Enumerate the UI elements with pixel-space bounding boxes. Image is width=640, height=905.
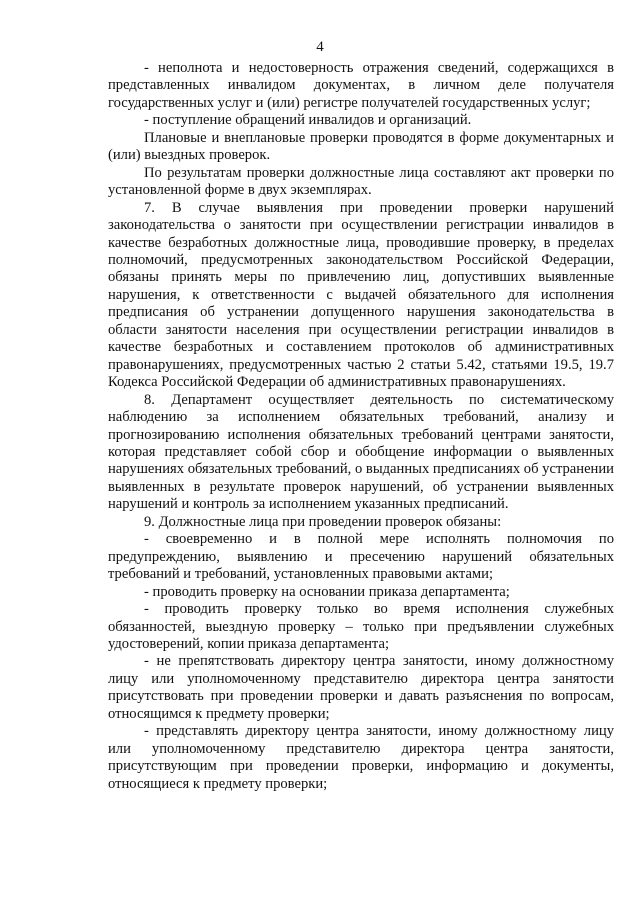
paragraph-appeals-received: - поступление обращений инвалидов и организаций. (144, 112, 472, 129)
paragraph-item-7: 7. В случае выявления при проведении проверки нарушений законодательства о занятости при осуществлении регистрации инвалидов в качестве безработных должностные лица, проводившие проверку, в пределах полномочий, предусмотренных законодательством Российской Федерации, обязаны принять меры по привлечению лиц, допустивших выявленные нарушения, к ответственности с выдачей обязательного для исполнения предписания об устранении допущенного нарушения законодательства в области занятости населения при осуществлении регистрации инвалидов в качестве безработных и составлением протоколов об административных правонарушениях, предусмотренных частью 2 статьи 5.42, статьями 19.5, 19.7 Кодекса Российской Федерации об административных правонарушениях. (108, 199, 614, 391)
paragraph-duty-exercise-powers: - своевременно и в полной мере исполнять полномочия по предупреждению, выявлению и пресечению нарушений обязательных требований и требований, установленных правовыми актами; (108, 531, 614, 583)
paragraph-inspection-act: По результатам проверки должностные лица составляют акт проверки по установленной форме в двух экземплярах. (108, 164, 614, 199)
document-body (108, 60, 614, 793)
paragraph-inspection-forms: Плановые и внеплановые проверки проводятся в форме документарных и (или) выездных проверок. (108, 129, 614, 164)
page-number: 4 (316, 39, 324, 55)
paragraph-item-8: 8. Департамент осуществляет деятельность по систематическому наблюдению за исполнением обязательных требований, анализу и прогнозированию исполнения обязательных требований центрами занятости, которая представляет собой сбор и обобщение информации о выявленных нарушениях обязательных требований, о выданных предписаниях об устранении выявленных в результате проверок нарушений, об устранении выявленных нарушений и контроль за исполнением указанных предписаний. (108, 391, 614, 513)
paragraph-incomplete-records: - неполнота и недостоверность отражения сведений, содержащихся в представленных инвалидом документах, в личном деле получателя государственных услуг и (или) регистре получателей государственных услуг; (108, 60, 614, 111)
paragraph-duty-allow-presence: - не препятствовать директору центра занятости, иному должностному лицу или уполномоченному представителю директора центра занятости присутствовать при проведении проверки и давать разъяснения по вопросам, относящимся к предмету проверки; (108, 653, 614, 722)
paragraph-duty-service-time: - проводить проверку только во время исполнения служебных обязанностей, выездную проверку – только при предъявлении служебных удостоверений, копии приказа департамента; (108, 601, 614, 652)
paragraph-duty-provide-information: - представлять директору центра занятости, иному должностному лицу или уполномоченному представителю директора центра занятости, присутствующим при проведении проверки, информацию и документы, относящиеся к предмету проверки; (108, 723, 614, 792)
paragraph-item-9-heading: 9. Должностные лица при проведении проверок обязаны: (144, 513, 502, 530)
paragraph-duty-order-basis: - проводить проверку на основании приказа департамента; (144, 583, 510, 600)
